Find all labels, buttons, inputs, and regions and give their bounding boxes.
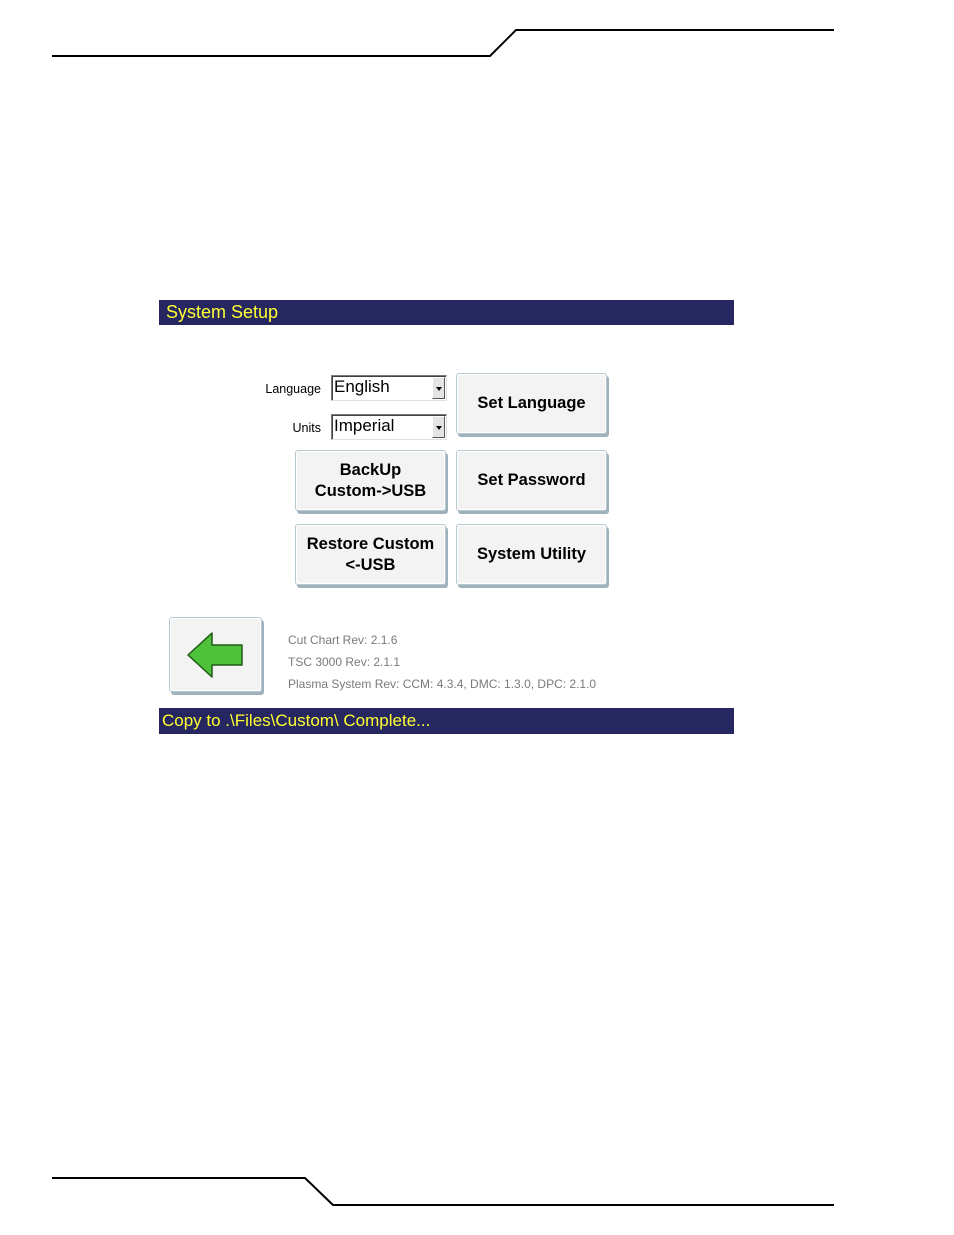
set-language-button[interactable]: Set Language: [456, 373, 607, 434]
units-dropdown-arrow-icon[interactable]: [432, 416, 445, 438]
units-value: Imperial: [334, 416, 395, 435]
set-password-button[interactable]: Set Password: [456, 450, 607, 511]
plasma-system-rev: Plasma System Rev: CCM: 4.3.4, DMC: 1.3.0, DPC: 2.1.0: [288, 677, 597, 691]
language-value: English: [334, 377, 390, 396]
arrow-left-icon: [186, 631, 246, 679]
back-button[interactable]: [169, 617, 262, 692]
tsc-rev: TSC 3000 Rev: 2.1.1: [288, 655, 401, 669]
status-message: Copy to .\Files\Custom\ Complete...: [162, 711, 431, 730]
page-footer-rule: [0, 1168, 954, 1218]
backup-custom-usb-button[interactable]: BackUp Custom->USB: [295, 450, 446, 511]
restore-custom-usb-button[interactable]: Restore Custom <-USB: [295, 524, 446, 585]
status-bar: [159, 708, 734, 734]
units-select[interactable]: [331, 414, 447, 440]
units-label: Units: [292, 421, 321, 435]
language-dropdown-arrow-icon[interactable]: [432, 377, 445, 399]
cut-chart-rev: Cut Chart Rev: 2.1.6: [288, 633, 398, 647]
language-select[interactable]: [331, 375, 447, 401]
window-title-bar: [159, 300, 734, 325]
language-label: Language: [265, 382, 321, 396]
system-utility-button[interactable]: System Utility: [456, 524, 607, 585]
window-title: System Setup: [166, 302, 279, 322]
page-header-rule: [0, 20, 954, 70]
